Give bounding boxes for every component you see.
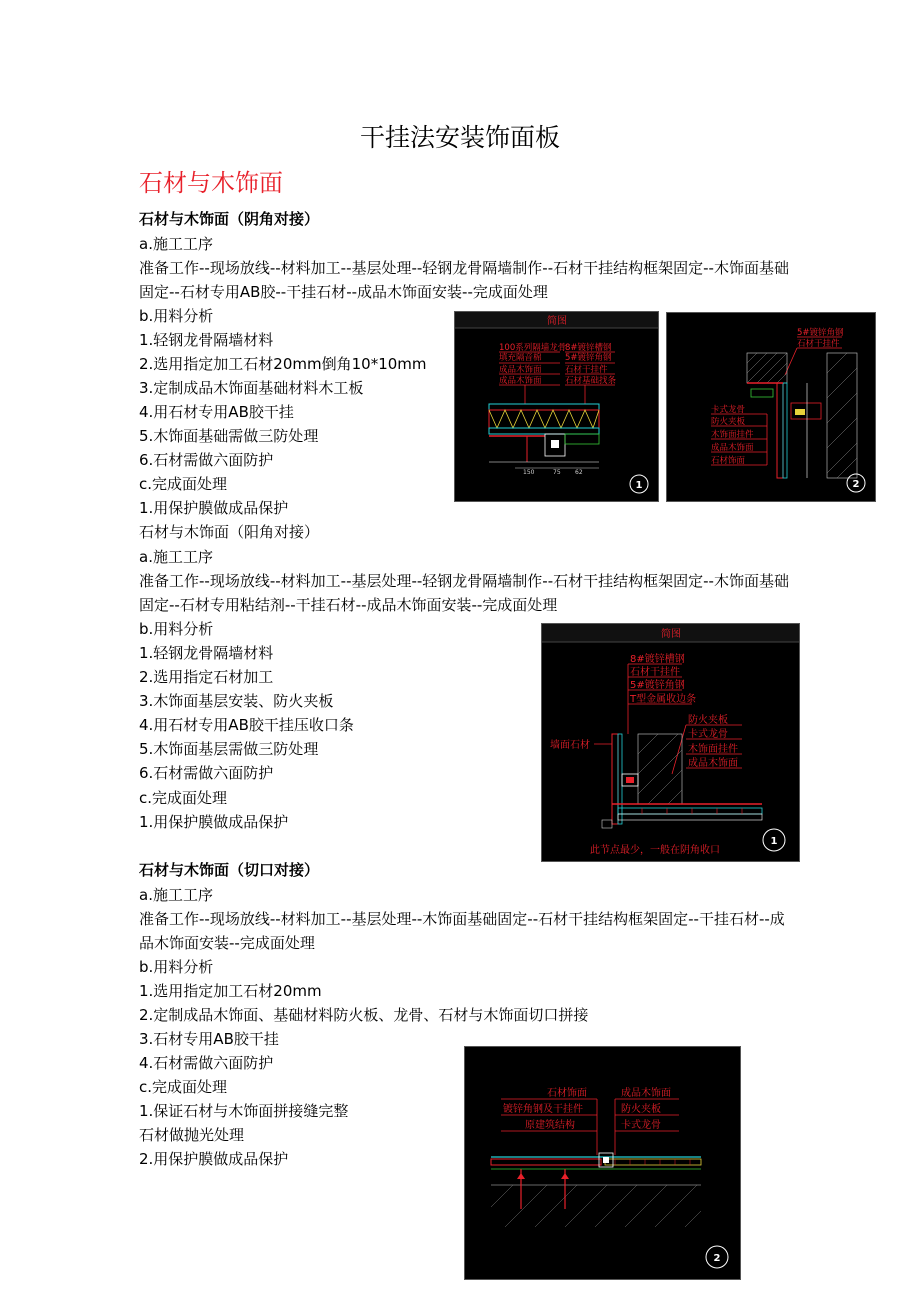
dimension-label: 75 bbox=[553, 469, 561, 476]
drawing-badge: 1 bbox=[770, 836, 778, 847]
drawing-label: 8#镀锌槽钢 bbox=[630, 654, 685, 665]
dimension-label: 150 bbox=[523, 469, 535, 476]
block2-finish-label: c.完成面处理 bbox=[139, 789, 228, 807]
block3-material-item: 1.选用指定加工石材20mm bbox=[139, 982, 322, 1000]
block2-material-item: 2.选用指定石材加工 bbox=[139, 668, 274, 686]
block2-procedure-label: a.施工工序 bbox=[139, 548, 213, 566]
block3-procedure-text: 准备工作--现场放线--材料加工--基层处理--木饰面基础固定--石材干挂结构框架固定--干挂石材--成品木饰面安装--完成面处理 bbox=[139, 910, 785, 952]
drawing-label: 木饰面挂件 bbox=[688, 744, 738, 755]
drawing-badge: 2 bbox=[713, 1253, 721, 1264]
block2-material-item: 5.木饰面基层需做三防处理 bbox=[139, 740, 319, 758]
drawing-label: 卡式龙骨 bbox=[621, 1120, 661, 1131]
block2-material-item: 3.木饰面基层安装、防火夹板 bbox=[139, 692, 334, 710]
drawing-label: 卡式龙骨 bbox=[711, 405, 746, 415]
drawing-title: 简图 bbox=[547, 316, 567, 327]
block1-material-item: 1.轻钢龙骨隔墙材料 bbox=[139, 331, 274, 349]
drawing-label: 石材基础找条 bbox=[565, 376, 617, 386]
block2-procedure-text: 准备工作--现场放线--材料加工--基层处理--轻钢龙骨隔墙制作--石材干挂结构框架固定--木饰面基础固定--石材专用粘结剂--干挂石材--成品木饰面安装--完成面处理 bbox=[139, 572, 789, 614]
drawing-label: 成品木饰面 bbox=[688, 758, 738, 769]
drawing-label: 填充隔音棉 bbox=[499, 353, 542, 363]
block3-materials-label: b.用料分析 bbox=[139, 958, 214, 976]
drawing-label: 原建筑结构 bbox=[525, 1120, 575, 1131]
block3-finish-item: 1.保证石材与木饰面拼接缝完整 bbox=[139, 1102, 349, 1120]
drawing-label: 石材饰面 bbox=[711, 456, 746, 466]
block1-heading: 石材与木饰面（阴角对接） bbox=[139, 210, 320, 228]
block2-finish-item: 1.用保护膜做成品保护 bbox=[139, 813, 289, 831]
cad-drawing-inside-corner-1 bbox=[454, 311, 659, 502]
drawing-label: T型金属收边条 bbox=[630, 694, 697, 705]
drawing-label: 石材干挂件 bbox=[797, 339, 840, 349]
drawing-label: 成品木饰面 bbox=[499, 376, 542, 386]
drawing-label: 墙面石材 bbox=[550, 740, 590, 751]
block3-procedure-label: a.施工工序 bbox=[139, 886, 213, 904]
cad-drawing-inside-corner-2 bbox=[666, 312, 876, 502]
drawing-label: 石材饰面 bbox=[547, 1088, 587, 1099]
drawing-label: 防火夹板 bbox=[621, 1104, 661, 1115]
block3-finish-item: 石材做抛光处理 bbox=[139, 1126, 245, 1144]
drawing-badge: 1 bbox=[635, 480, 643, 491]
drawing-label: 100系列隔墙龙骨 bbox=[499, 343, 567, 353]
block1-material-item: 3.定制成品木饰面基础材料木工板 bbox=[139, 379, 364, 397]
cad-drawing-outside-corner bbox=[541, 623, 800, 862]
block1-material-item: 4.用石材专用AB胶干挂 bbox=[139, 403, 294, 421]
block3-heading: 石材与木饰面（切口对接） bbox=[139, 861, 320, 879]
block2-materials-label: b.用料分析 bbox=[139, 620, 214, 638]
drawing-title: 简图 bbox=[661, 629, 681, 640]
drawing-label: 石材干挂件 bbox=[630, 667, 680, 678]
drawing-label: 5#镀锌角钢 bbox=[565, 353, 612, 363]
block3-finish-label: c.完成面处理 bbox=[139, 1078, 228, 1096]
drawing-label: 镀锌角钢及干挂件 bbox=[503, 1104, 583, 1115]
block1-material-item: 2.选用指定加工石材20mm倒角10*10mm bbox=[139, 355, 427, 373]
block1-finish-label: c.完成面处理 bbox=[139, 475, 228, 493]
block1-procedure-label: a.施工工序 bbox=[139, 235, 213, 253]
drawing-label: 防火夹板 bbox=[688, 715, 728, 726]
cad-drawing-cut-joint bbox=[464, 1046, 741, 1280]
block3-material-item: 4.石材需做六面防护 bbox=[139, 1054, 274, 1072]
drawing-note: 此节点最少，一般在阴角收口 bbox=[590, 845, 720, 856]
dimension-label: 62 bbox=[575, 469, 583, 476]
drawing-label: 成品木饰面 bbox=[499, 365, 542, 375]
block1-material-item: 6.石材需做六面防护 bbox=[139, 451, 274, 469]
block3-material-item: 2.定制成品木饰面、基础材料防火板、龙骨、石材与木饰面切口拼接 bbox=[139, 1006, 589, 1024]
block2-heading: 石材与木饰面（阳角对接） bbox=[139, 523, 320, 541]
drawing-label: 成品木饰面 bbox=[711, 443, 754, 453]
block1-materials-label: b.用料分析 bbox=[139, 307, 214, 325]
section-heading: 石材与木饰面 bbox=[139, 169, 283, 197]
block2-material-item: 1.轻钢龙骨隔墙材料 bbox=[139, 644, 274, 662]
drawing-label: 5#镀锌角钢 bbox=[630, 680, 685, 691]
block1-finish-item: 1.用保护膜做成品保护 bbox=[139, 499, 289, 517]
drawing-label: 成品木饰面 bbox=[621, 1088, 671, 1099]
drawing-badge: 2 bbox=[852, 479, 860, 490]
drawing-label: 石材干挂件 bbox=[565, 365, 608, 375]
drawing-label: 木饰面挂件 bbox=[711, 430, 754, 440]
drawing-label: 8#镀锌槽钢 bbox=[565, 343, 612, 353]
block3-material-item: 3.石材专用AB胶干挂 bbox=[139, 1030, 279, 1048]
block2-material-item: 6.石材需做六面防护 bbox=[139, 764, 274, 782]
block1-procedure-text: 准备工作--现场放线--材料加工--基层处理--轻钢龙骨隔墙制作--石材干挂结构框架固定--木饰面基础固定--石材专用AB胶--干挂石材--成品木饰面安装--完成面处理 bbox=[139, 259, 789, 301]
block3-finish-item: 2.用保护膜做成品保护 bbox=[139, 1150, 289, 1168]
block1-material-item: 5.木饰面基础需做三防处理 bbox=[139, 427, 319, 445]
drawing-label: 防火夹板 bbox=[711, 417, 746, 427]
drawing-label: 卡式龙骨 bbox=[688, 729, 728, 740]
document-title: 干挂法安装饰面板 bbox=[359, 123, 560, 152]
block2-material-item: 4.用石材专用AB胶干挂压收口条 bbox=[139, 716, 354, 734]
drawing-label: 5#镀锌角钢 bbox=[797, 328, 844, 338]
